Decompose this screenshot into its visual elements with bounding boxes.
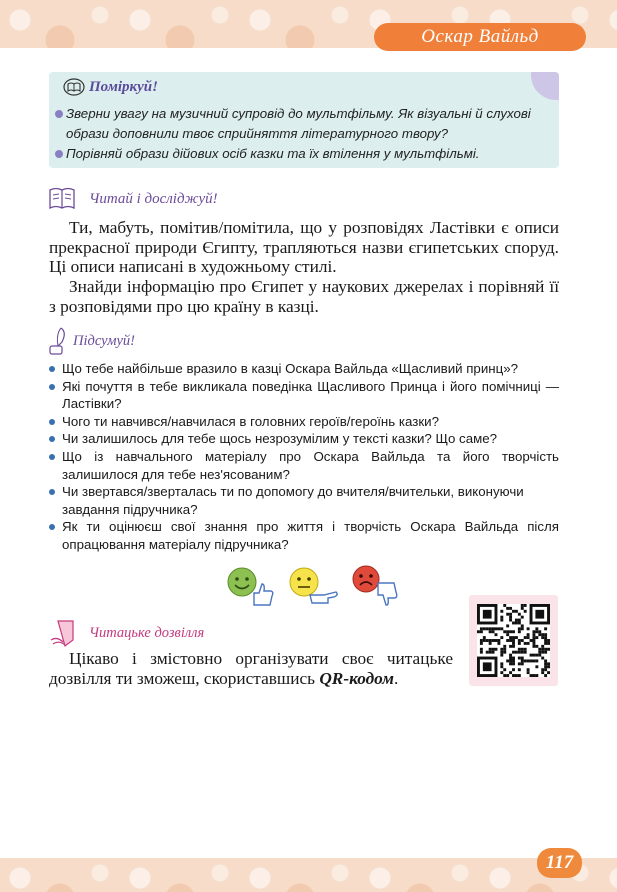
- qr-code-box: [469, 595, 558, 686]
- read-title: Читай і досліджуй!: [89, 190, 218, 207]
- summary-title: Підсумуй!: [73, 332, 136, 349]
- leisure-title: Читацьке дозвілля: [89, 624, 205, 641]
- think-corner-decoration: [531, 72, 559, 100]
- sad-thumbs-down-icon[interactable]: [352, 565, 402, 609]
- self-assessment-emojis: [226, 565, 406, 609]
- think-title: Поміркуй!: [89, 78, 158, 95]
- page-number: 117: [537, 848, 582, 878]
- read-heading: [47, 186, 218, 212]
- list-item: Які почуття в тебе викликала поведінка Щасливого Принца і його помічниці — Ластівки?: [49, 378, 559, 413]
- read-paragraph: Ти, мабуть, помітив/помітила, що у розповідях Ластівки є описи прекрасної природи Єгипту, трапляються назви єгипетських споруд. Ці описи написані в художньому стилі.: [49, 218, 559, 276]
- list-item: Чи звертався/зверталась ти по допомогу до вчителя/вчительки, виконуючи завдання підручника?: [49, 483, 559, 518]
- list-item: Що тебе найбільше вразило в казці Оскара Вайльда «Щасливий принц»?: [49, 360, 559, 378]
- author-tab: Оскар Вайльд: [374, 23, 586, 51]
- quill-inkwell-icon: [47, 326, 69, 356]
- book-icon: [47, 186, 77, 212]
- bookmark-hand-icon: [49, 618, 79, 648]
- think-item: Зверни увагу на музичний супровід до мультфільму. Як візуальні й слухові образи доповнили твоє сприйняття літературного твору?: [57, 104, 556, 144]
- list-item: Як ти оцінюєш свої знання про життя і творчість Оскара Вайльда після опрацювання матеріалу підручника?: [49, 518, 559, 553]
- list-item: Що із навчального матеріалу про Оскара Вайльда та його творчість залишилося для тебе нез'ясованим?: [49, 448, 559, 483]
- leisure-paragraph: Цікаво і змістовно організувати своє читацьке дозвілля ти зможеш, скориставшись QR-кодом.: [49, 649, 453, 688]
- neutral-pointing-icon[interactable]: [288, 565, 340, 609]
- happy-thumbs-up-icon[interactable]: [226, 565, 276, 609]
- leisure-heading: [49, 618, 204, 648]
- bottom-ornament: [0, 858, 617, 892]
- think-item: Порівняй образи дійових осіб казки та їх втілення у мультфільмі.: [57, 144, 556, 164]
- bullet-icon: [49, 489, 55, 495]
- list-item: Чи залишилось для тебе щось незрозумілим у тексті казки? Що саме?: [49, 430, 559, 448]
- bullet-icon: [49, 524, 55, 530]
- bullet-icon: [49, 384, 55, 390]
- bullet-icon: [55, 110, 63, 118]
- read-paragraph: Знайди інформацію про Єгипет у наукових джерелах і порівняй її з розповідями про цю країну в казці.: [49, 277, 559, 316]
- bullet-icon: [49, 366, 55, 372]
- think-heading: [63, 78, 158, 96]
- qr-code-icon[interactable]: [477, 603, 550, 678]
- summary-heading: [47, 326, 135, 356]
- bullet-icon: [49, 436, 55, 442]
- bullet-icon: [49, 419, 55, 425]
- think-box: [49, 72, 559, 168]
- bullet-icon: [49, 454, 55, 460]
- bullet-icon: [55, 150, 63, 158]
- summary-list: [49, 360, 559, 554]
- open-book-icon: [63, 78, 85, 96]
- list-item: Чого ти навчився/навчилася в головних героїв/героїнь казки?: [49, 413, 559, 431]
